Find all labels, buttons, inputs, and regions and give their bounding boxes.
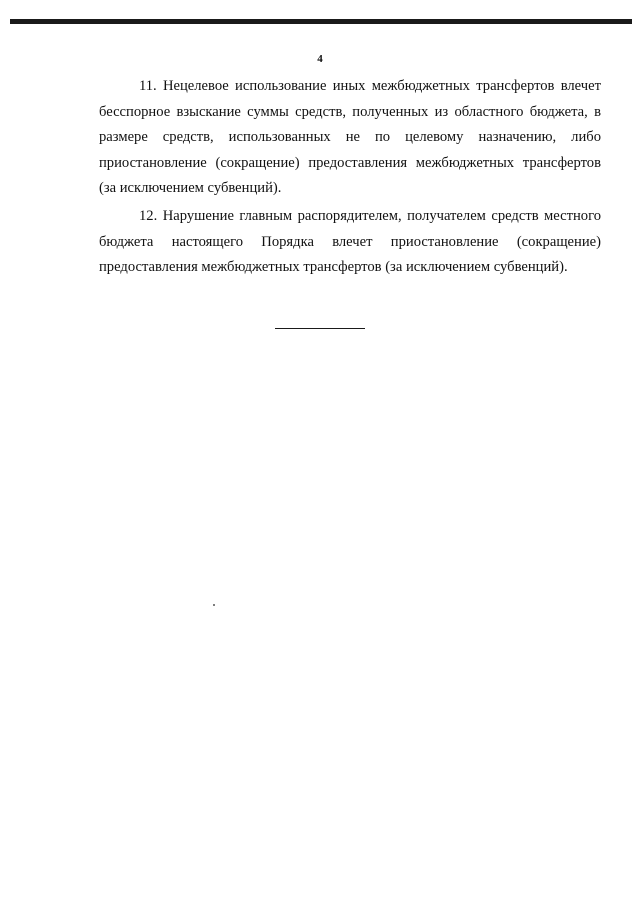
scan-speck [213, 604, 215, 606]
end-of-text-rule [275, 328, 365, 329]
paragraph-12: 12. Нарушение главным распорядителем, получателем средств местного бюджета настоящего Порядка влечет приостановление (сокращение) предоставления межбюджетных трансфертов (за исключением субвенций). [99, 208, 601, 276]
page-number: 4 [317, 53, 323, 65]
header-rule [10, 19, 632, 24]
paragraph-11: 11. Нецелевое использование иных межбюджетных трансфертов влечет бесспорное взыскание суммы средств, полученных из областного бюджета, в размере средств, использованных не по целевому назначению, либо приостановление (сокращение) предоставления межбюджетных трансфертов (за исключением субвенций). [99, 78, 601, 197]
